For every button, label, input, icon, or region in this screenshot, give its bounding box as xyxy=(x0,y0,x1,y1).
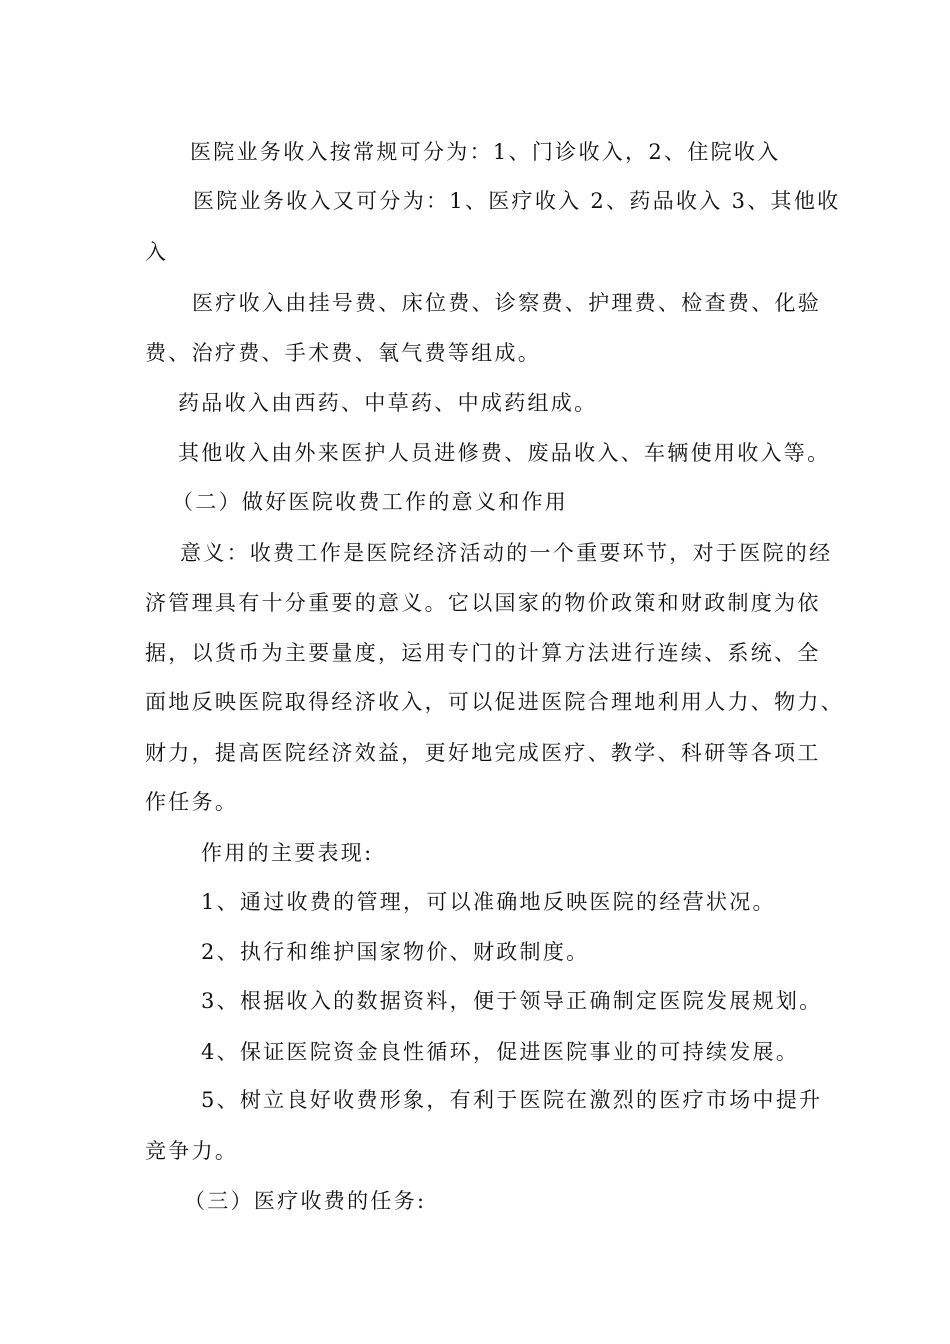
paragraph-significance-line-3: 据，以货币为主要量度，运用专门的计算方法进行连续、系统、全 xyxy=(145,641,821,665)
section-heading-3: （三）医疗收费的任务: xyxy=(184,1189,427,1213)
paragraph-medical-income-line-2: 费、治疗费、手术费、氧气费等组成。 xyxy=(145,341,542,365)
paragraph-income-categories-line-2: 入 xyxy=(145,240,169,264)
paragraph-significance-line-2: 济管理具有十分重要的意义。它以国家的物价政策和财政制度为依 xyxy=(145,591,821,615)
paragraph-drug-income: 药品收入由西药、中草药、中成药组成。 xyxy=(178,391,598,415)
paragraph-income-types-line-1: 医院业务收入按常规可分为：1、门诊收入，2、住院收入 xyxy=(190,140,781,164)
list-item-3: 3、根据收入的数据资料，便于领导正确制定医院发展规划。 xyxy=(201,989,823,1013)
paragraph-income-categories-line-1: 医院业务收入又可分为：1、医疗收入 2、药品收入 3、其他收 xyxy=(193,189,841,213)
list-item-2: 2、执行和维护国家物价、财政制度。 xyxy=(201,940,590,964)
list-item-4: 4、保证医院资金良性循环，促进医院事业的可持续发展。 xyxy=(201,1040,800,1064)
list-item-5-line-2: 竞争力。 xyxy=(145,1139,239,1163)
paragraph-other-income: 其他收入由外来医护人员进修费、废品收入、车辆使用收入等。 xyxy=(178,441,831,465)
list-item-5-line-1: 5、树立良好收费形象，有利于医院在激烈的医疗市场中提升 xyxy=(201,1088,823,1112)
paragraph-significance-line-6: 作任务。 xyxy=(145,790,239,814)
paragraph-significance-line-5: 财力，提高医院经济效益，更好地完成医疗、教学、科研等各项工 xyxy=(145,741,821,765)
roles-subheading: 作用的主要表现: xyxy=(201,841,374,865)
paragraph-significance-line-1: 意义：收费工作是医院经济活动的一个重要环节，对于医院的经 xyxy=(180,541,833,565)
paragraph-significance-line-4: 面地反映医院取得经济收入，可以促进医院合理地利用人力、物力、 xyxy=(145,690,844,714)
paragraph-medical-income-line-1: 医疗收入由挂号费、床位费、诊察费、护理费、检查费、化验 xyxy=(192,291,822,315)
section-heading-2: （二）做好医院收费工作的意义和作用 xyxy=(172,490,569,514)
list-item-1: 1、通过收费的管理，可以准确地反映医院的经营状况。 xyxy=(201,890,776,914)
